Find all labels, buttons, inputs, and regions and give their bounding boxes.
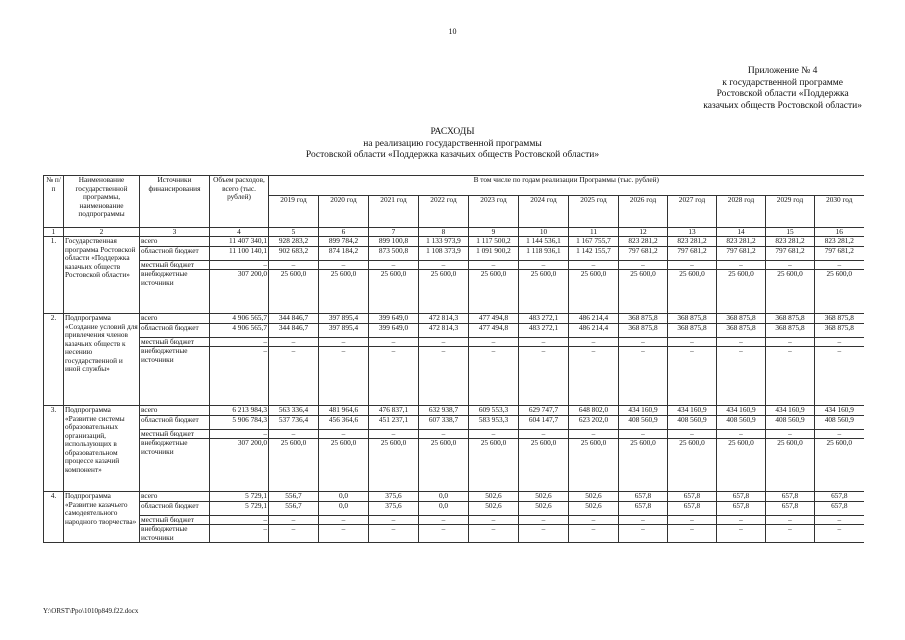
year-amount: 25 600,0 (519, 270, 569, 314)
funding-source: внебюджетные источники (140, 270, 210, 314)
year-amount: 25 600,0 (419, 439, 469, 492)
funding-source: областной бюджет (140, 246, 210, 260)
year-amount: – (668, 525, 717, 543)
year-amount: – (369, 525, 419, 543)
year-amount: 408 560,9 (668, 415, 717, 429)
year-amount: 556,7 (269, 492, 319, 502)
column-number: 4 (210, 228, 269, 237)
year-amount: 25 600,0 (815, 270, 864, 314)
column-number: 1 (44, 228, 64, 237)
year-amount: 472 814,3 (419, 323, 469, 337)
year-amount: 408 560,9 (619, 415, 668, 429)
year-amount: – (668, 347, 717, 406)
year-amount: 657,8 (815, 501, 864, 515)
year-amount: 434 160,9 (619, 406, 668, 416)
year-amount: – (668, 260, 717, 270)
year-amount: – (269, 260, 319, 270)
year-amount: 434 160,9 (717, 406, 766, 416)
year-amount: 0,0 (319, 501, 369, 515)
table-row (44, 237, 864, 247)
table-row (44, 501, 864, 515)
year-amount: 604 147,7 (519, 415, 569, 429)
year-amount: 25 600,0 (668, 439, 717, 492)
year-amount: – (619, 429, 668, 439)
year-amount: 1 118 936,1 (519, 246, 569, 260)
year-amount: 25 600,0 (668, 270, 717, 314)
year-amount: – (569, 260, 619, 270)
table-row (44, 270, 864, 314)
year-amount: 502,6 (519, 492, 569, 502)
total-amount: – (210, 337, 269, 347)
year-amount: 607 338,7 (419, 415, 469, 429)
column-number: 9 (469, 228, 519, 237)
year-amount: 344 846,7 (269, 323, 319, 337)
year-amount: 1 144 536,1 (519, 237, 569, 247)
header-year: 2022 год (419, 196, 469, 228)
year-amount: 486 214,4 (569, 323, 619, 337)
appendix-line: Приложение № 4 (747, 66, 818, 76)
total-amount: 5 729,1 (210, 501, 269, 515)
year-amount: – (519, 260, 569, 270)
table-row (44, 525, 864, 543)
year-amount: 823 281,2 (668, 237, 717, 247)
year-amount: 25 600,0 (766, 270, 815, 314)
year-amount: 0,0 (419, 501, 469, 515)
total-amount: 11 100 140,1 (210, 246, 269, 260)
year-amount: 556,7 (269, 501, 319, 515)
year-amount: 477 494,8 (469, 314, 519, 324)
column-number: 6 (319, 228, 369, 237)
section-number: 2. (44, 314, 64, 406)
year-amount: 1 117 500,2 (469, 237, 519, 247)
column-numbers-row (44, 228, 864, 237)
year-amount: 797 681,2 (668, 246, 717, 260)
year-amount: 502,6 (469, 492, 519, 502)
title-line: Ростовской области «Поддержка казачьих обществ Ростовской области» (305, 150, 600, 160)
table-row (44, 246, 864, 260)
section-name: Государственная программа Ростовской области «Поддержка казачьих обществ Ростовской области» (64, 237, 140, 314)
year-amount: 368 875,8 (668, 323, 717, 337)
year-amount: – (369, 515, 419, 525)
year-amount: 368 875,8 (619, 314, 668, 324)
year-amount: 368 875,8 (619, 323, 668, 337)
year-amount: 25 600,0 (619, 270, 668, 314)
year-amount: 368 875,8 (766, 323, 815, 337)
year-amount: 368 875,8 (815, 323, 864, 337)
year-amount: 25 600,0 (619, 439, 668, 492)
year-amount: 1 133 973,9 (419, 237, 469, 247)
column-number: 7 (369, 228, 419, 237)
header-year: 2027 год (668, 196, 717, 228)
year-amount: – (519, 515, 569, 525)
funding-source: всего (140, 237, 210, 247)
year-amount: 25 600,0 (569, 270, 619, 314)
column-number: 2 (64, 228, 140, 237)
appendix-note (703, 66, 862, 112)
year-amount: 472 814,3 (419, 314, 469, 324)
year-amount: 25 600,0 (569, 439, 619, 492)
year-amount: – (419, 515, 469, 525)
total-amount: – (210, 429, 269, 439)
header-year: 2028 год (717, 196, 766, 228)
year-amount: – (569, 515, 619, 525)
year-amount: 797 681,2 (815, 246, 864, 260)
year-amount: – (519, 429, 569, 439)
year-amount: 902 683,2 (269, 246, 319, 260)
year-amount: 797 681,2 (717, 246, 766, 260)
year-amount: – (815, 337, 864, 347)
header-total: Объем расходов, всего (тыс. рублей) (210, 176, 269, 228)
year-amount: 408 560,9 (766, 415, 815, 429)
total-amount: 6 213 984,3 (210, 406, 269, 416)
year-amount: – (815, 260, 864, 270)
funding-source: внебюджетные источники (140, 439, 210, 492)
year-amount: – (269, 525, 319, 543)
header-no: № п/п (44, 176, 64, 228)
year-amount: – (419, 429, 469, 439)
year-amount: 1 108 373,9 (419, 246, 469, 260)
funding-source: всего (140, 314, 210, 324)
year-amount: – (619, 337, 668, 347)
funding-source: всего (140, 406, 210, 416)
table-row (44, 347, 864, 406)
column-number: 3 (140, 228, 210, 237)
year-amount: – (469, 515, 519, 525)
column-number: 13 (668, 228, 717, 237)
total-amount: 5 906 784,3 (210, 415, 269, 429)
column-number: 14 (717, 228, 766, 237)
year-amount: 434 160,9 (815, 406, 864, 416)
total-amount: – (210, 260, 269, 270)
year-amount: 397 895,4 (319, 323, 369, 337)
year-amount: – (519, 337, 569, 347)
appendix-line: к государственной программе (722, 77, 844, 88)
header-year: 2030 год (815, 196, 864, 228)
title-line: на реализацию государственной программы (363, 138, 542, 149)
total-amount: 4 906 565,7 (210, 314, 269, 324)
year-amount: 874 184,2 (319, 246, 369, 260)
year-amount: 483 272,1 (519, 323, 569, 337)
year-amount: – (319, 337, 369, 347)
year-amount: 368 875,8 (668, 314, 717, 324)
title-line: РАСХОДЫ (430, 127, 475, 137)
table-row (44, 415, 864, 429)
table-row (44, 406, 864, 416)
year-amount: 823 281,2 (619, 237, 668, 247)
header-name: Наименование государственной программы, наименование подпрограммы (64, 176, 140, 228)
table-row (44, 439, 864, 492)
year-amount: – (469, 337, 519, 347)
year-amount: – (519, 347, 569, 406)
total-amount: 307 200,0 (210, 439, 269, 492)
header-year: 2029 год (766, 196, 815, 228)
year-amount: – (519, 525, 569, 543)
year-amount: 456 364,6 (319, 415, 369, 429)
year-amount: – (369, 260, 419, 270)
year-amount: 476 837,1 (369, 406, 419, 416)
year-amount: 368 875,8 (717, 314, 766, 324)
year-amount: 657,8 (815, 492, 864, 502)
year-amount: 25 600,0 (717, 270, 766, 314)
header-year: 2026 год (619, 196, 668, 228)
funding-source: областной бюджет (140, 501, 210, 515)
year-amount: 1 142 155,7 (569, 246, 619, 260)
year-amount: 25 600,0 (519, 439, 569, 492)
year-amount: 928 283,2 (269, 237, 319, 247)
funding-source: внебюджетные источники (140, 347, 210, 406)
section-name: Подпрограмма «Развитие казачьего самодеятельного народного творчества» (64, 492, 140, 543)
year-amount: 823 281,2 (766, 237, 815, 247)
year-amount: 483 272,1 (519, 314, 569, 324)
year-amount: 368 875,8 (717, 323, 766, 337)
year-amount: 609 553,3 (469, 406, 519, 416)
year-amount: – (766, 347, 815, 406)
year-amount: – (766, 260, 815, 270)
year-amount: 657,8 (766, 492, 815, 502)
funding-source: местный бюджет (140, 515, 210, 525)
total-amount: 11 407 340,1 (210, 237, 269, 247)
year-amount: 657,8 (668, 501, 717, 515)
column-number: 10 (519, 228, 569, 237)
year-amount: – (619, 525, 668, 543)
year-amount: 375,6 (369, 501, 419, 515)
year-amount: 344 846,7 (269, 314, 319, 324)
column-number: 8 (419, 228, 469, 237)
year-amount: 477 494,8 (469, 323, 519, 337)
year-amount: – (717, 347, 766, 406)
year-amount: – (269, 429, 319, 439)
column-number: 15 (766, 228, 815, 237)
year-amount: 368 875,8 (815, 314, 864, 324)
year-amount: 823 281,2 (717, 237, 766, 247)
table-row (44, 515, 864, 525)
table-row (44, 492, 864, 502)
total-amount: – (210, 347, 269, 406)
year-amount: – (766, 525, 815, 543)
column-number: 16 (815, 228, 864, 237)
year-amount: 537 736,4 (269, 415, 319, 429)
year-amount: – (419, 347, 469, 406)
funding-source: местный бюджет (140, 429, 210, 439)
year-amount: – (269, 515, 319, 525)
total-amount: – (210, 525, 269, 543)
year-amount: – (717, 337, 766, 347)
year-amount: 632 938,7 (419, 406, 469, 416)
column-number: 12 (619, 228, 668, 237)
year-amount: 797 681,2 (766, 246, 815, 260)
year-amount: 0,0 (319, 492, 369, 502)
year-amount: 25 600,0 (419, 270, 469, 314)
year-amount: 502,6 (519, 501, 569, 515)
year-amount: – (269, 337, 319, 347)
section-number: 1. (44, 237, 64, 314)
year-amount: 25 600,0 (319, 439, 369, 492)
year-amount: – (717, 429, 766, 439)
year-amount: – (319, 429, 369, 439)
funding-source: всего (140, 492, 210, 502)
year-amount: 434 160,9 (668, 406, 717, 416)
appendix-line: казачьих обществ Ростовской области» (703, 100, 862, 111)
year-amount: 25 600,0 (766, 439, 815, 492)
year-amount: 25 600,0 (815, 439, 864, 492)
page-number: 10 (448, 27, 457, 36)
total-amount: – (210, 515, 269, 525)
year-amount: – (369, 347, 419, 406)
total-amount: 5 729,1 (210, 492, 269, 502)
table-row (44, 314, 864, 324)
year-amount: 657,8 (717, 492, 766, 502)
year-amount: – (815, 515, 864, 525)
year-amount: 408 560,9 (815, 415, 864, 429)
year-amount: 629 747,7 (519, 406, 569, 416)
header-year: 2023 год (469, 196, 519, 228)
year-amount: – (569, 347, 619, 406)
year-amount: 368 875,8 (766, 314, 815, 324)
appendix-line: Ростовской области «Поддержка (716, 89, 849, 99)
header-year: 2024 год (519, 196, 569, 228)
year-amount: – (619, 260, 668, 270)
year-amount: – (369, 429, 419, 439)
year-amount: 502,6 (569, 492, 619, 502)
year-amount: 899 784,2 (319, 237, 369, 247)
year-amount: – (766, 429, 815, 439)
header-year: 2019 год (269, 196, 319, 228)
year-amount: 25 600,0 (469, 439, 519, 492)
year-amount: 563 336,4 (269, 406, 319, 416)
header-year: 2025 год (569, 196, 619, 228)
year-amount: – (619, 515, 668, 525)
year-amount: – (419, 260, 469, 270)
year-amount: 486 214,4 (569, 314, 619, 324)
year-amount: – (619, 347, 668, 406)
year-amount: 25 600,0 (319, 270, 369, 314)
file-path: Y:\ORST\Ppo\1010p849.f22.docx (43, 607, 139, 615)
year-amount: 623 202,0 (569, 415, 619, 429)
year-amount: 481 964,6 (319, 406, 369, 416)
section-number: 3. (44, 406, 64, 492)
year-amount: 657,8 (619, 501, 668, 515)
year-amount: – (469, 347, 519, 406)
year-amount: – (469, 429, 519, 439)
year-amount: 583 953,3 (469, 415, 519, 429)
year-amount: – (319, 525, 369, 543)
year-amount: – (717, 525, 766, 543)
year-amount: 399 649,0 (369, 314, 419, 324)
year-amount: – (668, 337, 717, 347)
total-amount: 4 906 565,7 (210, 323, 269, 337)
year-amount: 823 281,2 (815, 237, 864, 247)
year-amount: – (319, 347, 369, 406)
year-amount: 899 100,8 (369, 237, 419, 247)
year-amount: – (319, 515, 369, 525)
table-row (44, 429, 864, 439)
section-name: Подпрограмма «Создание условий для привлечения членов казачьих обществ к несению государственной и иной службы» (64, 314, 140, 406)
column-number: 11 (569, 228, 619, 237)
year-amount: 434 160,9 (766, 406, 815, 416)
header-row (44, 176, 864, 196)
year-amount: – (766, 515, 815, 525)
header-source: Источники финансирования (140, 176, 210, 228)
header-years-group: В том числе по годам реализации Программы (тыс. рублей) (269, 176, 864, 196)
year-amount: 375,6 (369, 492, 419, 502)
funding-source: внебюджетные источники (140, 525, 210, 543)
year-amount: – (717, 260, 766, 270)
header-year: 2020 год (319, 196, 369, 228)
year-amount: – (815, 525, 864, 543)
year-amount: – (569, 429, 619, 439)
section-name: Подпрограмма «Развитие системы образовательных организаций, использующих в образовательном процессе казачий компонент» (64, 406, 140, 492)
year-amount: 1 167 755,7 (569, 237, 619, 247)
year-amount: – (668, 515, 717, 525)
year-amount: 399 649,0 (369, 323, 419, 337)
table-row (44, 260, 864, 270)
year-amount: 657,8 (717, 501, 766, 515)
document-title (0, 127, 905, 162)
year-amount: 657,8 (619, 492, 668, 502)
year-amount: – (569, 525, 619, 543)
table-row (44, 337, 864, 347)
year-amount: – (815, 347, 864, 406)
year-amount: 408 560,9 (717, 415, 766, 429)
year-amount: 397 895,4 (319, 314, 369, 324)
year-amount: – (668, 429, 717, 439)
year-amount: – (766, 337, 815, 347)
year-amount: 25 600,0 (269, 439, 319, 492)
year-amount: – (469, 525, 519, 543)
year-amount: – (369, 337, 419, 347)
year-amount: – (269, 347, 319, 406)
section-number: 4. (44, 492, 64, 543)
table-row (44, 323, 864, 337)
year-amount: – (815, 429, 864, 439)
year-amount: 1 091 900,2 (469, 246, 519, 260)
year-amount: – (469, 260, 519, 270)
funding-source: местный бюджет (140, 337, 210, 347)
year-amount: 25 600,0 (269, 270, 319, 314)
column-number: 5 (269, 228, 319, 237)
year-amount: – (717, 515, 766, 525)
year-amount: 25 600,0 (469, 270, 519, 314)
year-amount: 25 600,0 (369, 439, 419, 492)
year-amount: 451 237,1 (369, 415, 419, 429)
year-amount: 648 802,0 (569, 406, 619, 416)
year-amount: – (419, 337, 469, 347)
year-amount: 502,6 (569, 501, 619, 515)
funding-source: областной бюджет (140, 323, 210, 337)
year-amount: 502,6 (469, 501, 519, 515)
year-amount: – (419, 525, 469, 543)
year-amount: 25 600,0 (717, 439, 766, 492)
year-amount: – (319, 260, 369, 270)
year-amount: 873 500,8 (369, 246, 419, 260)
total-amount: 307 200,0 (210, 270, 269, 314)
funding-source: областной бюджет (140, 415, 210, 429)
expenses-table (43, 175, 864, 543)
year-amount: – (569, 337, 619, 347)
year-amount: 657,8 (668, 492, 717, 502)
funding-source: местный бюджет (140, 260, 210, 270)
year-amount: 25 600,0 (369, 270, 419, 314)
year-amount: 657,8 (766, 501, 815, 515)
year-amount: 0,0 (419, 492, 469, 502)
header-year: 2021 год (369, 196, 419, 228)
year-amount: 797 681,2 (619, 246, 668, 260)
